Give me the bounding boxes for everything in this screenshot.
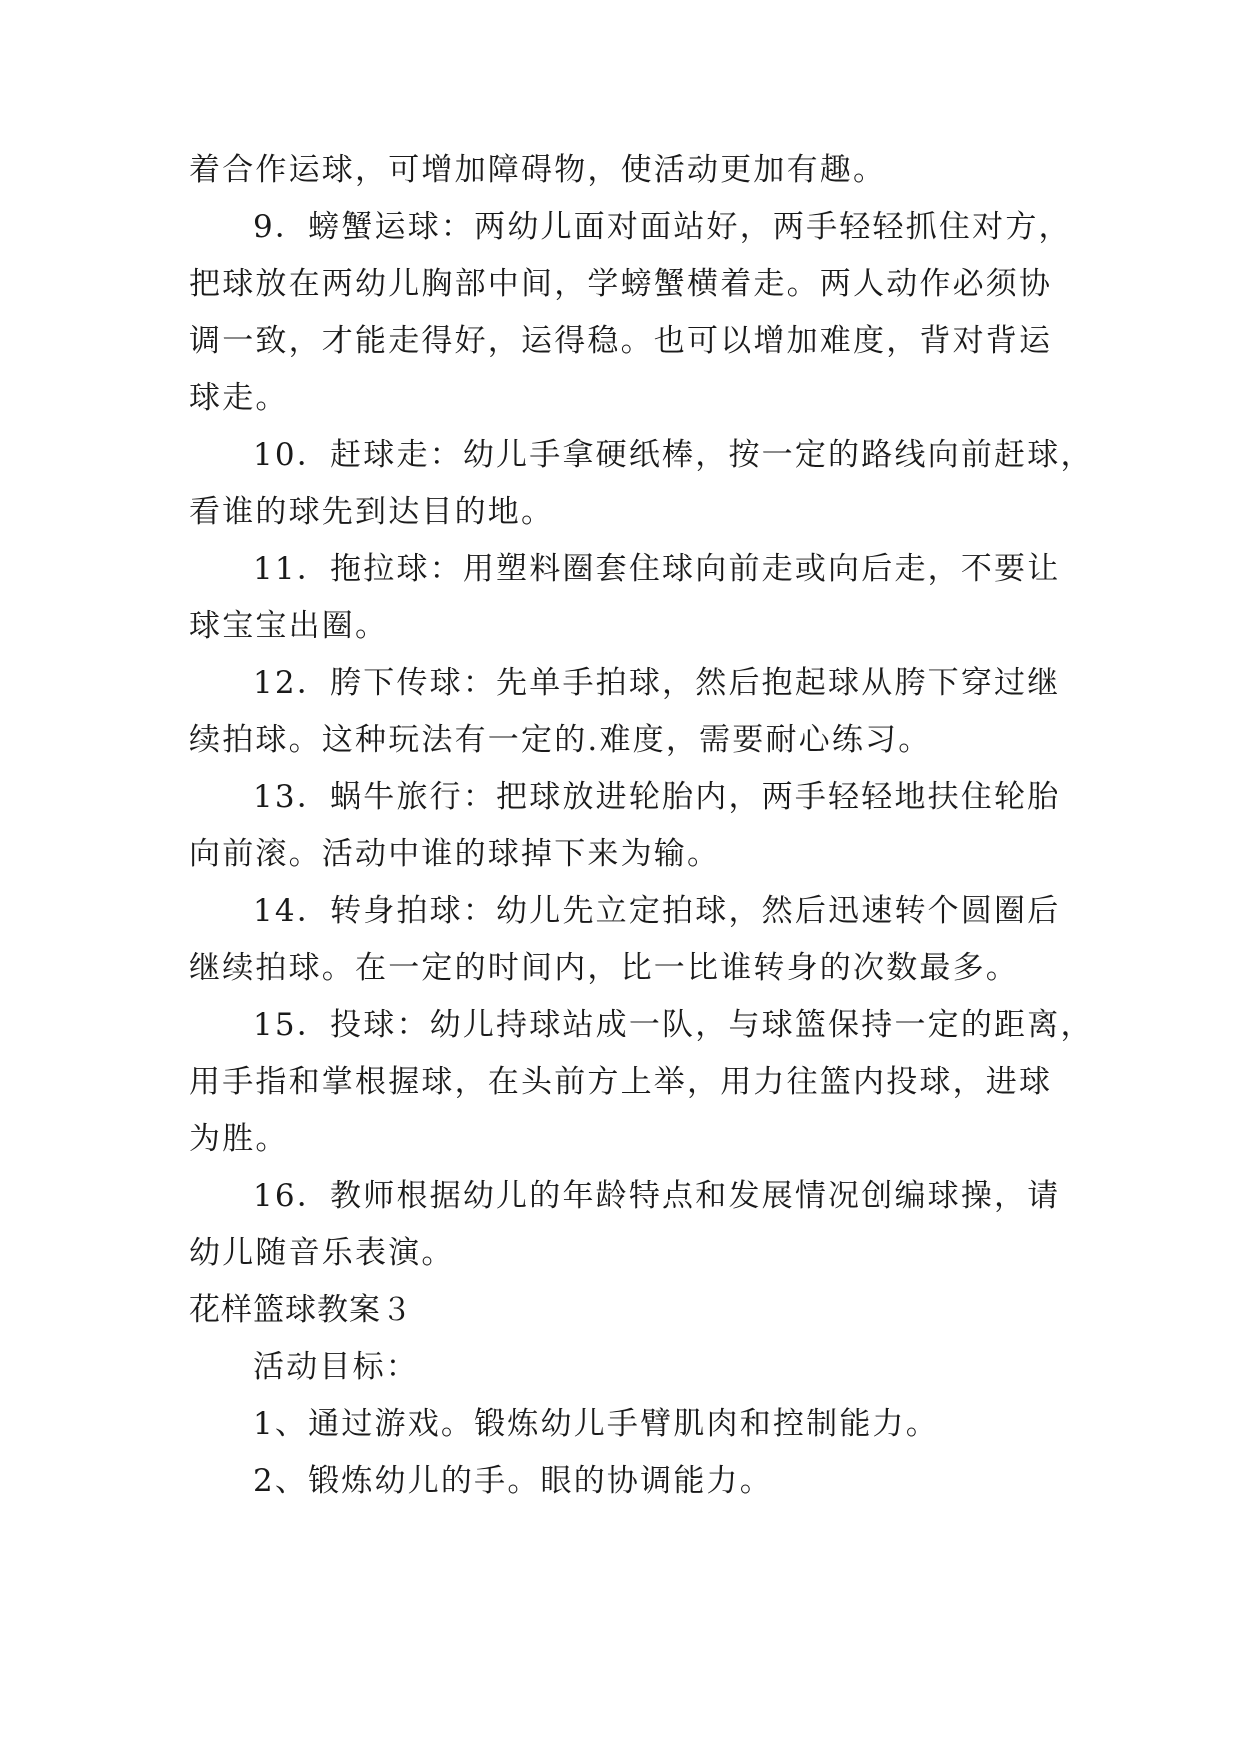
paragraph-line: 幼儿随音乐表演。 (189, 1235, 455, 1271)
paragraph-line: 续拍球。这种玩法有一定的.难度，需要耐心练习。 (189, 722, 932, 758)
paragraph-line: 11．拖拉球：用塑料圈套住球向前走或向后走，不要让 (253, 551, 1061, 587)
paragraph-line: 调一致，才能走得好，运得稳。也可以增加难度，背对背运 (189, 323, 1053, 359)
paragraph-line: 用手指和掌根握球，在头前方上举，用力往篮内投球，进球 (189, 1064, 1053, 1100)
paragraph-line: 把球放在两幼儿胸部中间，学螃蟹横着走。两人动作必须协 (189, 266, 1053, 302)
paragraph-line: 15．投球：幼儿持球站成一队，与球篮保持一定的距离， (253, 1007, 1094, 1043)
paragraph-line: 看谁的球先到达目的地。 (189, 494, 555, 530)
paragraph-line: 13．蜗牛旅行：把球放进轮胎内，两手轻轻地扶住轮胎 (253, 779, 1061, 815)
paragraph-line: 10．赶球走：幼儿手拿硬纸棒，按一定的路线向前赶球， (253, 437, 1094, 473)
list-item: 2、锻炼幼儿的手。眼的协调能力。 (253, 1463, 773, 1499)
paragraph-line: 12．胯下传球：先单手拍球，然后抱起球从胯下穿过继 (253, 665, 1061, 701)
paragraph-line: 球宝宝出圈。 (189, 608, 389, 644)
paragraph-line: 继续拍球。在一定的时间内，比一比谁转身的次数最多。 (189, 950, 1019, 986)
paragraph-line: 16．教师根据幼儿的年龄特点和发展情况创编球操，请 (253, 1178, 1061, 1214)
list-item: 1、通过游戏。锻炼幼儿手臂肌肉和控制能力。 (253, 1406, 939, 1442)
paragraph-line: 向前滚。活动中谁的球掉下来为输。 (189, 836, 721, 872)
section-heading: 花样篮球教案３ (189, 1292, 413, 1328)
paragraph-line: 14．转身拍球：幼儿先立定拍球，然后迅速转个圆圈后 (253, 893, 1061, 929)
paragraph-line: 为胜。 (189, 1121, 289, 1157)
subheading: 活动目标： (253, 1349, 419, 1385)
paragraph-line: 9．螃蟹运球：两幼儿面对面站好，两手轻轻抓住对方， (253, 209, 1072, 245)
paragraph-line: 着合作运球，可增加障碍物，使活动更加有趣。 (189, 152, 887, 188)
paragraph-line: 球走。 (189, 380, 289, 416)
